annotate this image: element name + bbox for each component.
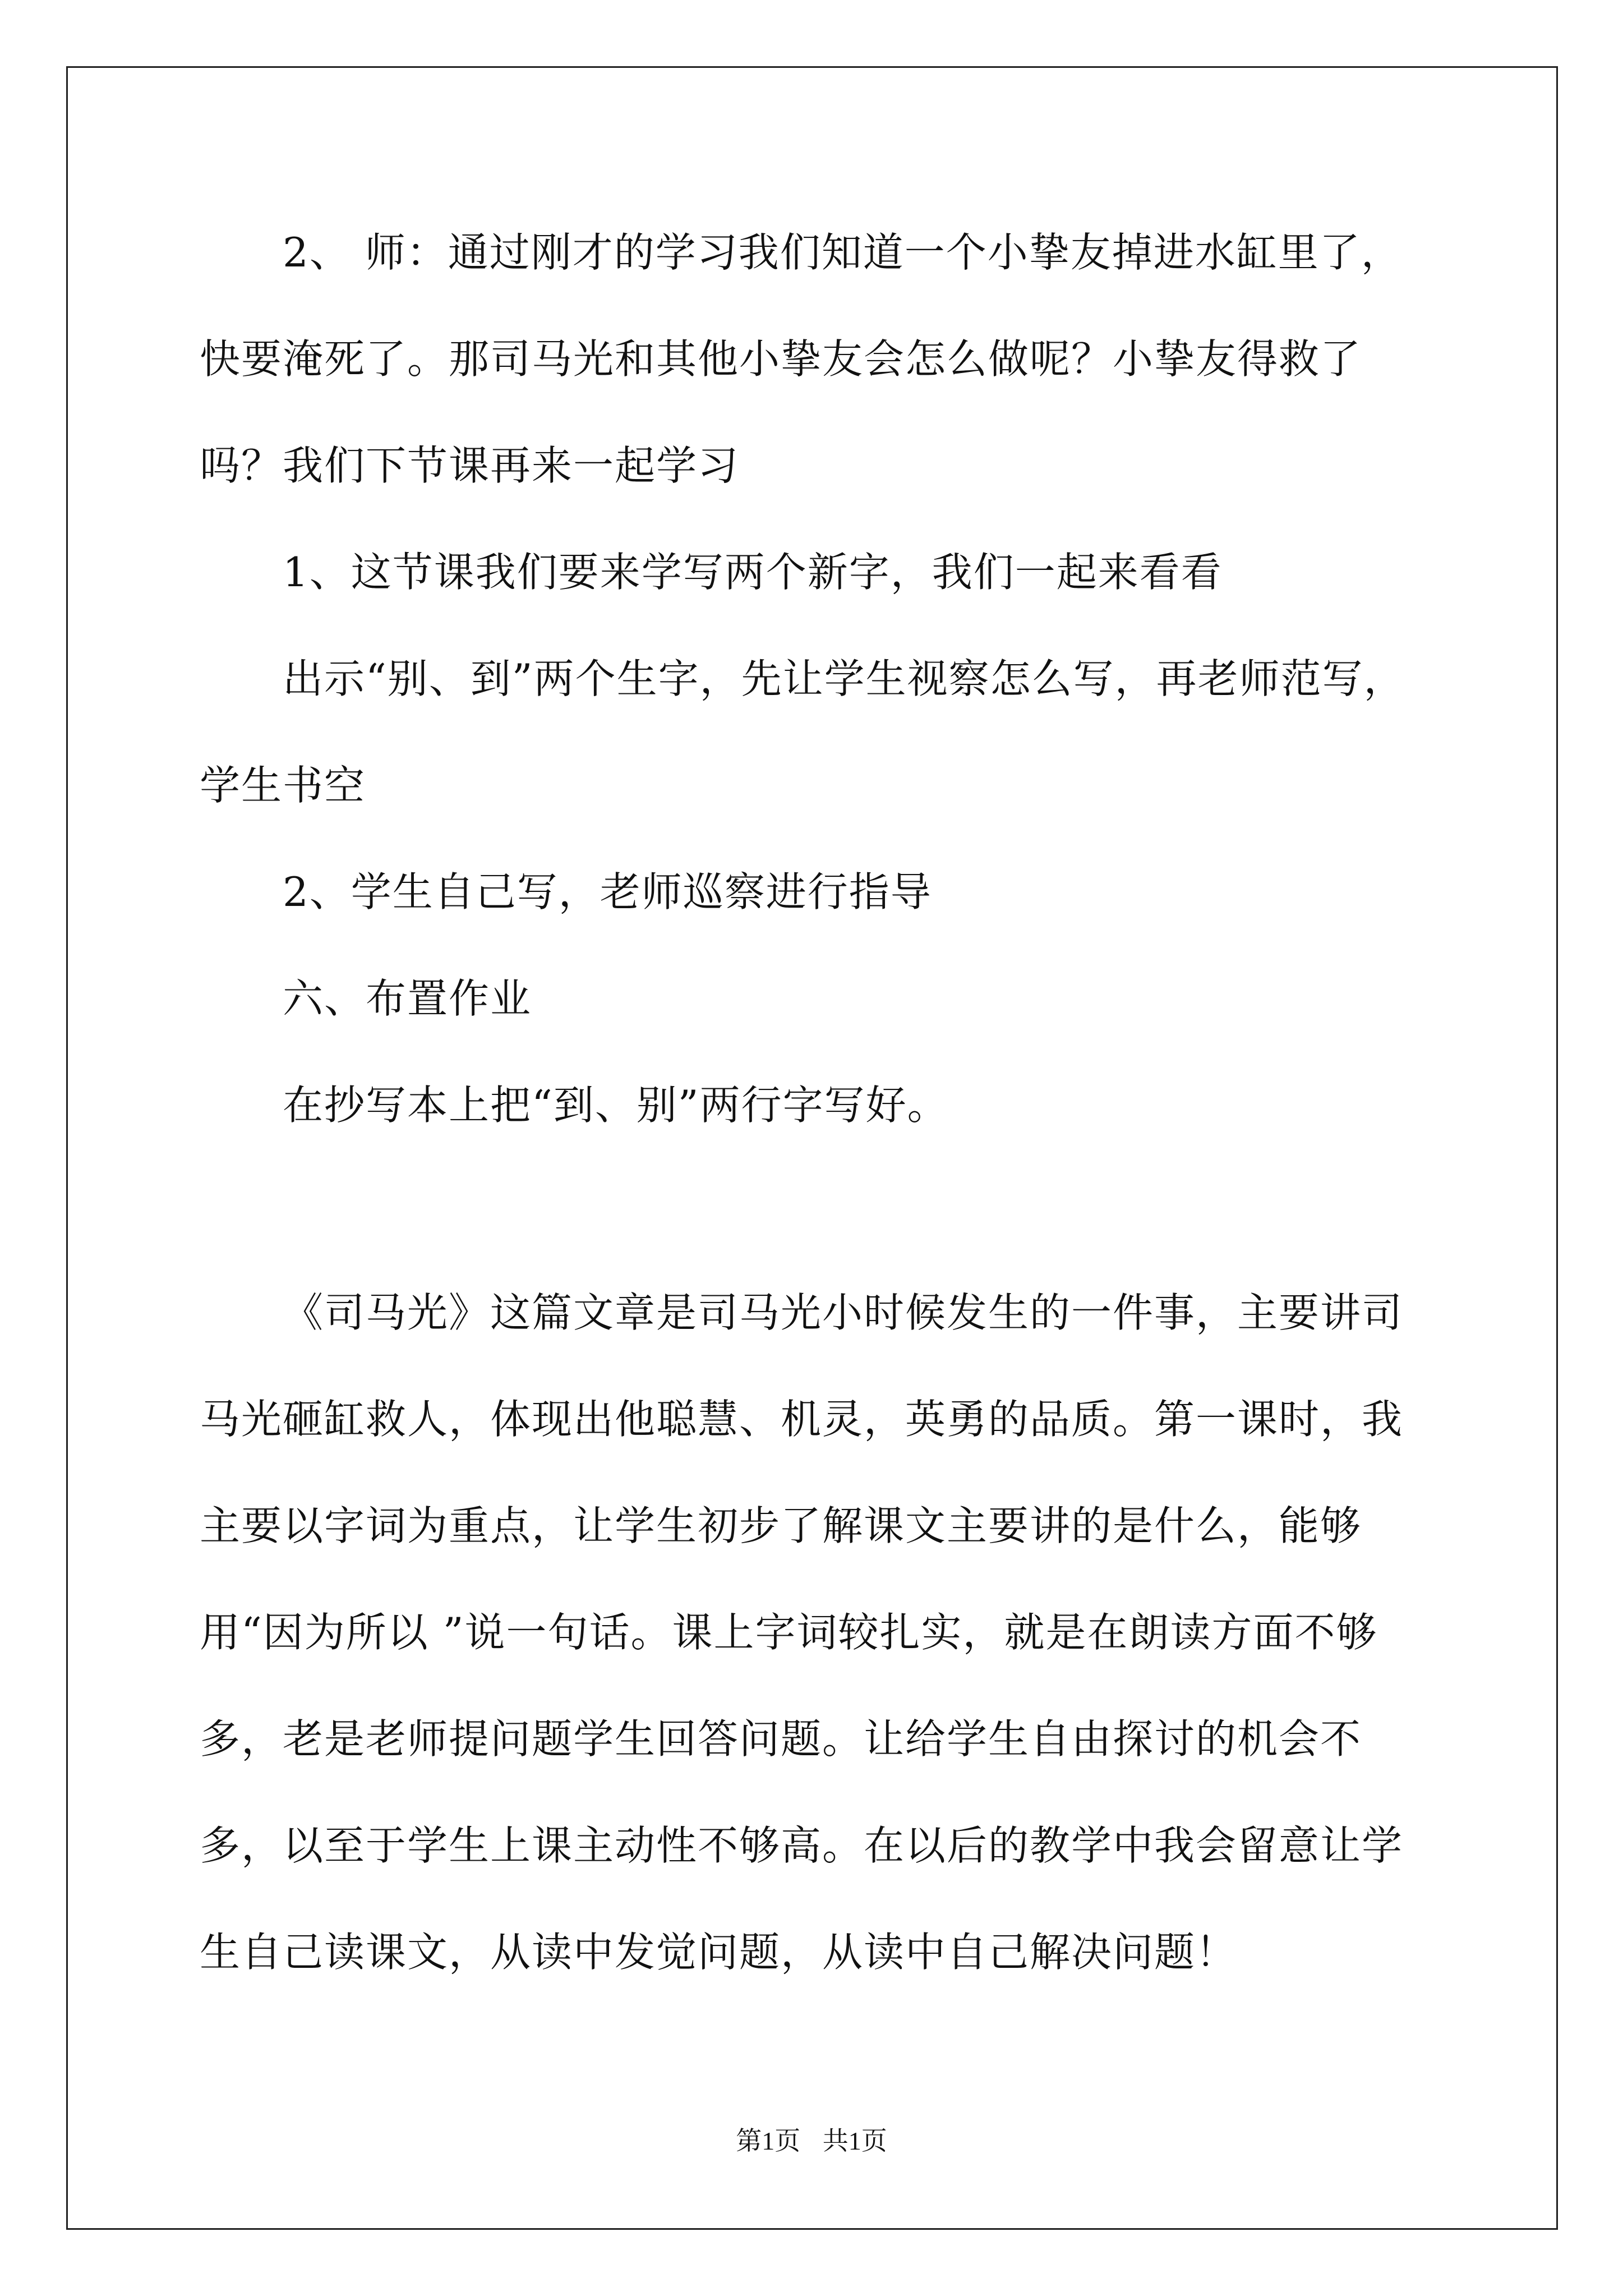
page-current: 第1页	[736, 2127, 801, 2155]
section-heading-homework: 六、布置作业	[283, 975, 532, 1022]
paragraph-closing-step: 2、 师：通过刚才的学习我们知道一个小挚友掉进水缸里了，快要淹死了。那司马光和其他小挚友会怎么做呢？小挚友得救了吗？我们下节课再来一起学习	[200, 229, 1403, 489]
paragraph-student-writing: 2、学生自己写，老师巡察进行指导	[283, 868, 932, 915]
page-counter	[0, 2120, 1623, 2157]
paragraph-homework: 在抄写本上把“到、别”两行字写好。	[283, 1082, 949, 1129]
paragraph-reflection: 《司马光》这篇文章是司马光小时候发生的一件事，主要讲司马光砸缸救人，体现出他聪慧、机灵，英勇的品质。第一课时，我主要以字词为重点，让学生初步了解课文主要讲的是什么，能够用“因为所以 ”说一句话。课上字词较扎实，就是在朗读方面不够多，老是老师提问题学生回答问题。让给学生自由探讨的机会不多，以至于学生上课主动性不够高。在以后的教学中我会留意让学生自己读课文，从读中发觉问题，从读中自己解决问题！	[200, 1289, 1404, 1976]
page-total: 共1页	[822, 2127, 887, 2155]
lesson-steps	[200, 199, 1433, 1158]
paragraph-new-characters: 1、这节课我们要来学写两个新字，我们一起来看看	[283, 549, 1223, 596]
paragraph-show-characters: 出示“别、到”两个生字，先让学生视察怎么写，再老师范写，学生书空	[200, 655, 1405, 809]
reflection-section	[200, 1259, 1433, 2005]
